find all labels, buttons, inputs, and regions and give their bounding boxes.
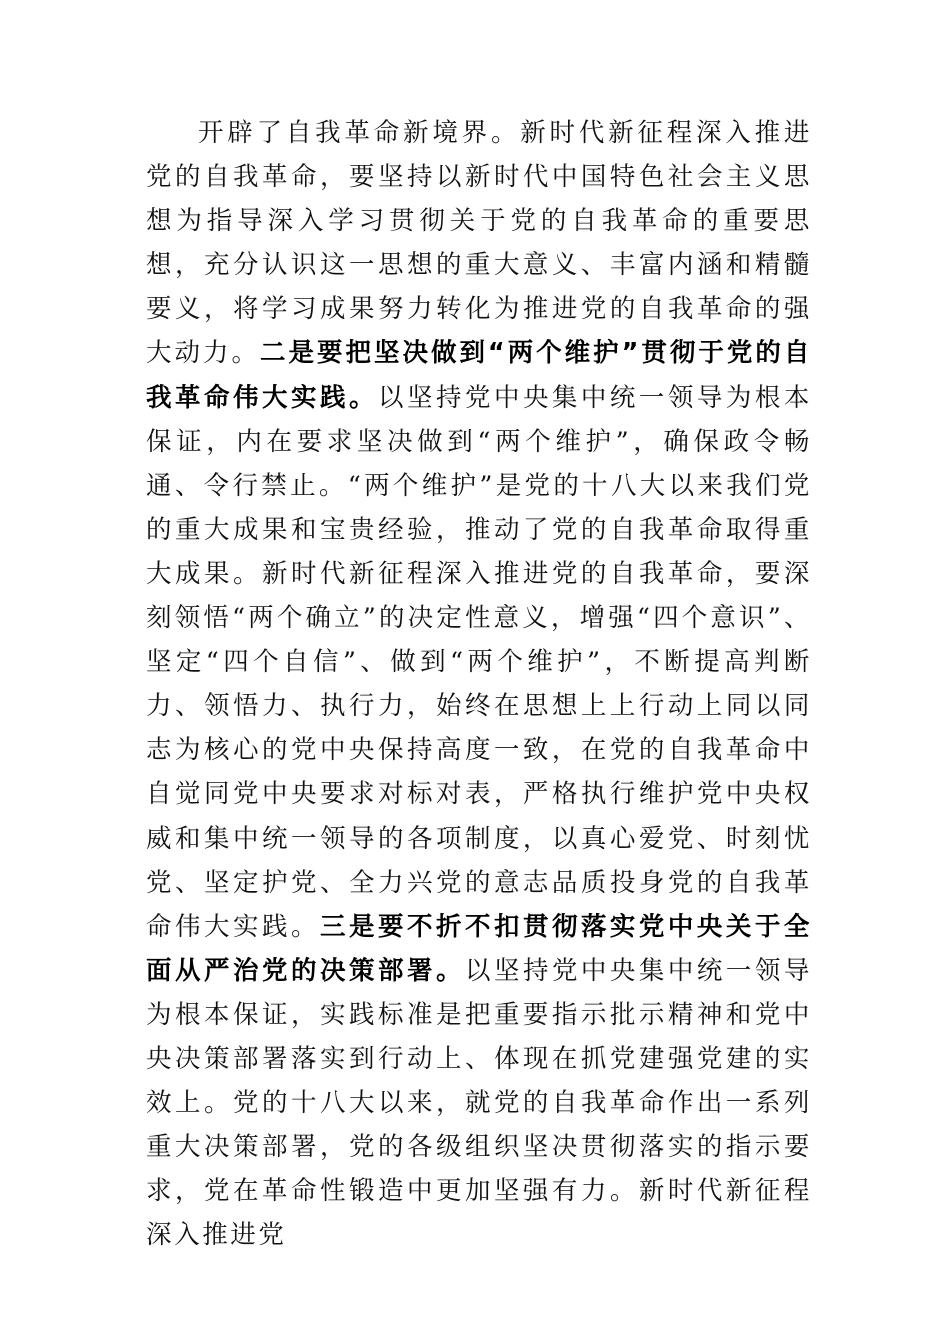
text-segment-two: 以坚持党中央集中统一领导为根本保证，内在要求坚决做到“两个维护”，确保政令畅通、令行禁止。“两个维护”是党的十八大以来我们党的重大成果和宝贵经验，推动了党的自我革命取得重大成果。新时代新征程深入推进党的自我革命，要深刻领悟“两个确立”的决定性意义，增强“四个意识”、坚定“四个自信”、做到“两个维护”，不断提高判断力、领悟力、执行力，始终在思想上上行动上同以同志为核心的党中央保持高度一致，在党的自我革命中自觉同党中央要求对标对表，严格执行维护党中央权威和集中统一领导的各项制度，以真心爱党、时刻忧党、坚定护党、全力兴党的意志品质投身党的自我革命伟大实践。	[146, 382, 812, 942]
heading-point-two: 二是要把坚决做到“两个维护”贯彻于党的自我革命伟大实践。	[146, 338, 812, 413]
body-paragraph	[146, 111, 812, 1257]
heading-point-three: 三是要不折不扣贯彻落实党中央关于全面从严治党的决策部署。	[146, 911, 813, 986]
text-segment-three: 以坚持党中央集中统一领导为根本保证，实践标准是把重要指示批示精神和党中央决策部署落实到行动上、体现在抓党建强党建的实效上。党的十八大以来，就党的自我革命作出一系列重大决策部署，党的各级组织坚决贯彻落实的指示要求，党在革命性锻造中更加坚强有力。新时代新征程深入推进党	[146, 955, 812, 1251]
text-segment-intro: 开辟了自我革命新境界。新时代新征程深入推进党的自我革命，要坚持以新时代中国特色社会主义思想为指导深入学习贯彻关于党的自我革命的重要思想，充分认识这一思想的重大意义、丰富内涵和精髓要义，将学习成果努力转化为推进党的自我革命的强大动力。	[146, 118, 812, 369]
